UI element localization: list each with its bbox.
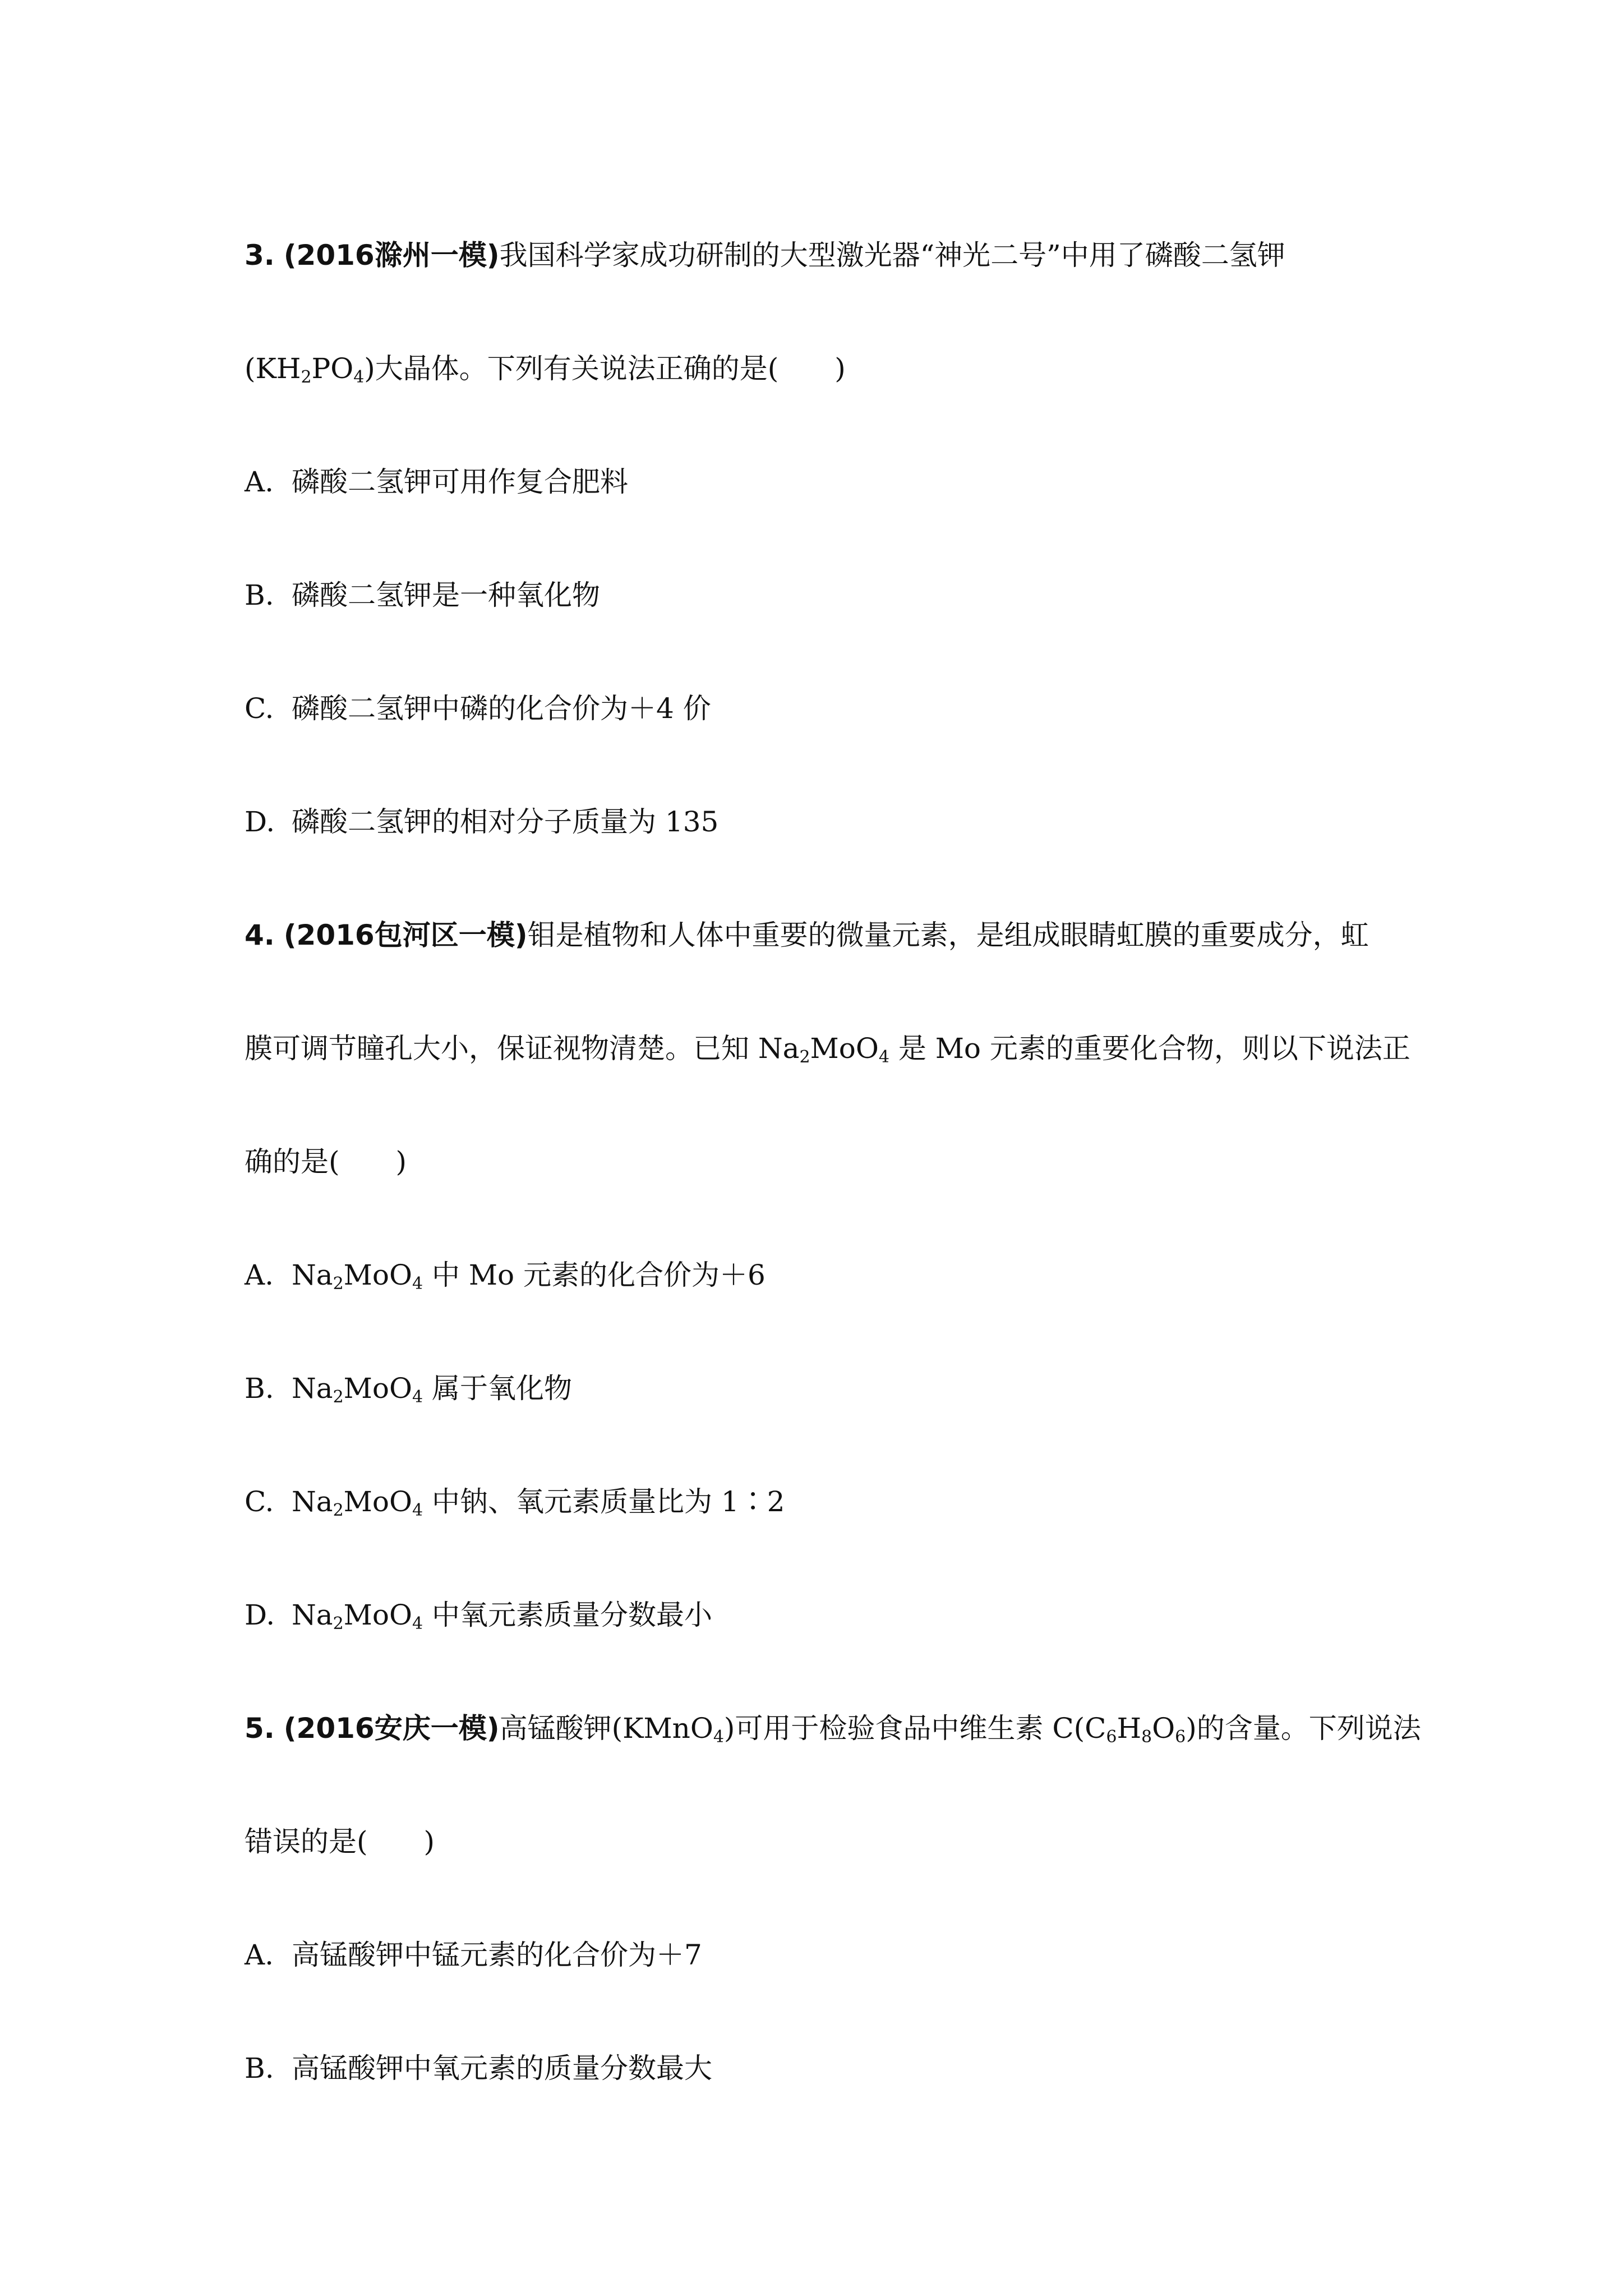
question-text: 高锰酸钾(KMnO [499,1712,713,1745]
option-text: 中氧元素质量分数最小 [423,1599,712,1631]
formula-text: Na [292,1259,333,1291]
question-number: 4. [245,919,275,951]
question-4-option-b [245,1372,572,1405]
question-3-stem-line-1 [245,238,1285,272]
subscript: 2 [333,1501,344,1520]
option-text: 中 Mo 元素的化合价为＋6 [423,1259,766,1291]
subscript: 2 [333,1614,344,1634]
option-letter: B. [245,1372,274,1405]
question-5-stem-line-2 [245,1825,435,1858]
option-text: 磷酸二氢钾中磷的化合价为＋4 价 [292,692,711,725]
question-4-stem-line-1 [245,918,1369,952]
question-text: 是 Mo 元素的重要化合物，则以下说法正 [889,1032,1410,1065]
question-text: )的含量。下列说法 [1186,1712,1421,1745]
question-text: 我国科学家成功研制的大型激光器“神光二号”中用了磷酸二氢钾 [499,239,1285,272]
formula-text: MoO [343,1485,412,1518]
option-letter: D. [245,1599,275,1631]
formula-text: MoO [343,1372,412,1405]
subscript: 6 [1175,1727,1186,1747]
question-3-stem-line-2 [245,352,846,385]
formula-text: Na [292,1372,333,1405]
option-letter: A. [245,466,274,498]
question-4-stem-line-2 [245,1032,1410,1065]
question-text: 膜可调节瞳孔大小，保证视物清楚。已知 Na [245,1032,800,1065]
question-5-option-a [245,1938,702,1972]
question-text: 确的是( ) [245,1145,407,1178]
formula-text: Na [292,1599,333,1631]
question-3-option-d [245,805,718,839]
subscript: 4 [878,1047,889,1067]
option-text: 磷酸二氢钾可用作复合肥料 [292,466,628,498]
option-letter: D. [245,806,275,838]
option-text: 属于氧化物 [423,1372,572,1405]
question-5-option-b [245,2051,712,2085]
question-3-option-c [245,692,711,725]
question-4-stem-line-3 [245,1145,407,1179]
question-5-stem-line-1 [245,1711,1421,1745]
option-letter: C. [245,692,274,725]
subscript: 4 [412,1387,423,1407]
subscript: 4 [412,1274,423,1294]
subscript: 4 [412,1501,423,1520]
question-3-option-b [245,578,600,612]
question-text: )可用于检验食品中维生素 C(C [723,1712,1106,1745]
question-text: H [1117,1712,1142,1745]
question-number: 5. [245,1712,275,1745]
subscript: 4 [353,367,365,387]
question-text: O [1152,1712,1175,1745]
subscript: 6 [1106,1727,1117,1747]
formula-text: MoO [343,1599,412,1631]
option-text: 磷酸二氢钾是一种氧化物 [292,579,600,611]
option-letter: B. [245,579,274,611]
question-source: (2016包河区一模) [283,919,528,951]
question-text: PO [311,352,354,385]
option-letter: B. [245,2052,274,2085]
question-4-option-a [245,1258,766,1292]
formula-text: MoO [343,1259,412,1291]
option-letter: A. [245,1939,274,1971]
question-3-option-a [245,465,628,499]
question-text: (KH [245,352,301,385]
subscript: 8 [1141,1727,1152,1747]
question-4-option-d [245,1598,712,1632]
subscript: 2 [301,367,312,387]
question-text: MoO [810,1032,879,1065]
question-source: (2016安庆一模) [283,1712,500,1745]
option-text: 磷酸二氢钾的相对分子质量为 135 [292,806,719,838]
question-text: 错误的是( ) [245,1825,435,1858]
subscript: 4 [713,1727,724,1747]
option-letter: A. [245,1259,274,1291]
subscript: 4 [412,1614,423,1634]
subscript: 2 [799,1047,810,1067]
question-number: 3. [245,239,275,272]
formula-text: Na [292,1485,333,1518]
subscript: 2 [333,1274,344,1294]
option-text: 高锰酸钾中锰元素的化合价为＋7 [292,1939,702,1971]
option-letter: C. [245,1485,274,1518]
option-text: 高锰酸钾中氧元素的质量分数最大 [292,2052,712,2085]
option-text: 中钠、氧元素质量比为 1∶2 [423,1485,785,1518]
question-text: 钼是植物和人体中重要的微量元素，是组成眼睛虹膜的重要成分，虹 [527,919,1369,951]
subscript: 2 [333,1387,344,1407]
question-source: (2016滁州一模) [283,239,500,272]
question-text: )大晶体。下列有关说法正确的是( ) [364,352,846,385]
question-4-option-c [245,1485,785,1519]
